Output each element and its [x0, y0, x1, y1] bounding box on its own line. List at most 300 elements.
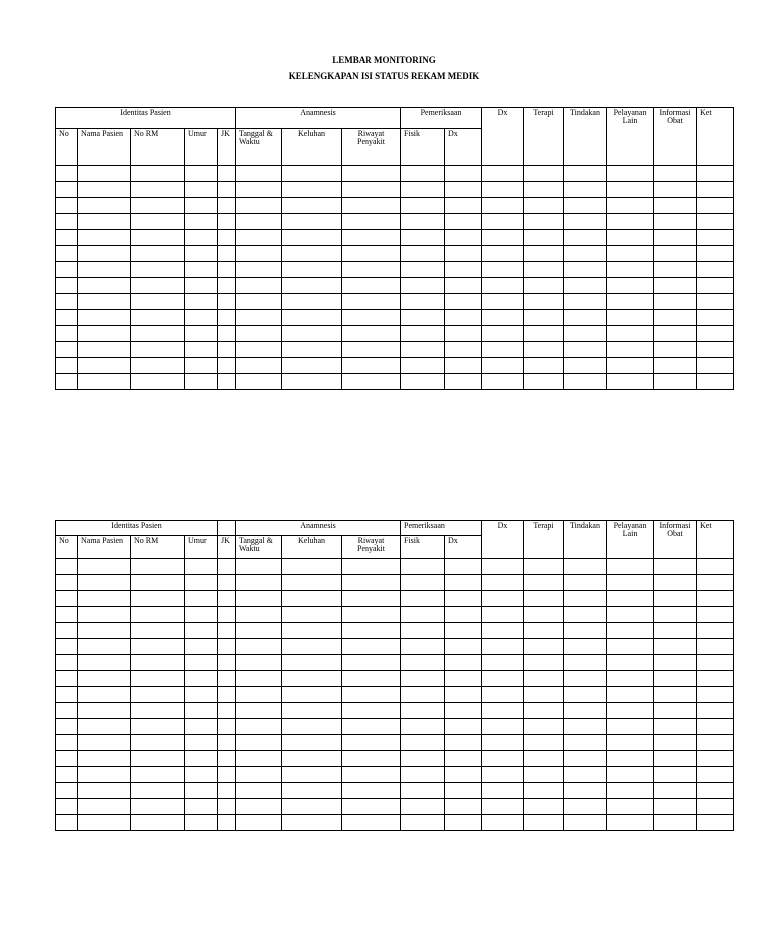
empty-cell	[236, 230, 282, 246]
header-anamnesis: Anamnesis	[236, 521, 401, 536]
empty-cell	[482, 294, 524, 310]
empty-cell	[607, 575, 654, 591]
empty-cell	[401, 294, 445, 310]
empty-cell	[236, 783, 282, 799]
header-pelayanan-lain: Pelayanan Lain	[607, 521, 654, 559]
header-no-rm: No RM	[131, 536, 185, 559]
empty-cell	[282, 342, 342, 358]
empty-cell	[56, 374, 78, 390]
empty-cell	[607, 639, 654, 655]
empty-cell	[56, 246, 78, 262]
empty-cell	[697, 358, 734, 374]
empty-cell	[342, 735, 401, 751]
empty-cell	[236, 575, 282, 591]
empty-cell	[185, 575, 218, 591]
empty-cell	[482, 639, 524, 655]
empty-cell	[607, 278, 654, 294]
empty-cell	[482, 687, 524, 703]
empty-cell	[697, 687, 734, 703]
empty-cell	[131, 575, 185, 591]
empty-cell	[56, 815, 78, 831]
empty-cell	[482, 326, 524, 342]
empty-cell	[401, 262, 445, 278]
empty-cell	[185, 358, 218, 374]
empty-cell	[401, 166, 445, 182]
header-tindakan: Tindakan	[564, 108, 607, 166]
empty-cell	[697, 735, 734, 751]
empty-cell	[78, 166, 131, 182]
empty-cell	[218, 639, 236, 655]
empty-cell	[282, 767, 342, 783]
empty-cell	[482, 214, 524, 230]
empty-cell	[342, 278, 401, 294]
empty-cell	[607, 687, 654, 703]
empty-cell	[564, 575, 607, 591]
header-fisik: Fisik	[401, 129, 445, 166]
empty-cell	[78, 783, 131, 799]
header-dx: Dx	[482, 521, 524, 559]
empty-cell	[282, 591, 342, 607]
empty-cell	[342, 623, 401, 639]
empty-cell	[78, 214, 131, 230]
empty-cell	[131, 607, 185, 623]
empty-cell	[342, 198, 401, 214]
header-nama-pasien: Nama Pasien	[78, 129, 131, 166]
empty-cell	[236, 342, 282, 358]
empty-cell	[185, 230, 218, 246]
header-fisik: Fisik	[401, 536, 445, 559]
form-title: LEMBAR MONITORING	[332, 55, 436, 65]
empty-cell	[697, 799, 734, 815]
empty-cell	[607, 374, 654, 390]
empty-cell	[282, 703, 342, 719]
empty-cell	[342, 374, 401, 390]
header-informasi-obat: Informasi Obat	[654, 108, 697, 166]
empty-cell	[282, 751, 342, 767]
empty-cell	[282, 262, 342, 278]
empty-cell	[218, 559, 236, 575]
empty-cell	[401, 326, 445, 342]
empty-cell	[56, 607, 78, 623]
empty-cell	[564, 735, 607, 751]
empty-cell	[697, 294, 734, 310]
table-row	[56, 607, 734, 623]
empty-cell	[282, 374, 342, 390]
empty-cell	[482, 198, 524, 214]
empty-cell	[564, 230, 607, 246]
empty-cell	[56, 342, 78, 358]
empty-cell	[342, 687, 401, 703]
empty-cell	[607, 559, 654, 575]
empty-cell	[342, 358, 401, 374]
empty-cell	[401, 671, 445, 687]
empty-cell	[564, 719, 607, 735]
empty-cell	[342, 703, 401, 719]
empty-cell	[185, 198, 218, 214]
empty-cell	[56, 278, 78, 294]
empty-cell	[697, 182, 734, 198]
empty-cell	[697, 591, 734, 607]
empty-cell	[445, 559, 482, 575]
empty-cell	[564, 607, 607, 623]
empty-cell	[607, 671, 654, 687]
empty-cell	[564, 310, 607, 326]
empty-cell	[56, 294, 78, 310]
empty-cell	[697, 703, 734, 719]
empty-cell	[131, 294, 185, 310]
table-row	[56, 358, 734, 374]
empty-cell	[342, 262, 401, 278]
empty-cell	[697, 751, 734, 767]
empty-cell	[131, 815, 185, 831]
empty-cell	[56, 591, 78, 607]
table-row	[56, 783, 734, 799]
empty-cell	[282, 166, 342, 182]
empty-cell	[56, 214, 78, 230]
empty-cell	[282, 783, 342, 799]
empty-cell	[482, 703, 524, 719]
empty-cell	[185, 607, 218, 623]
empty-cell	[342, 799, 401, 815]
empty-cell	[401, 374, 445, 390]
empty-cell	[401, 703, 445, 719]
empty-cell	[282, 671, 342, 687]
empty-cell	[236, 639, 282, 655]
empty-cell	[697, 278, 734, 294]
empty-cell	[401, 198, 445, 214]
empty-cell	[185, 342, 218, 358]
empty-cell	[482, 230, 524, 246]
empty-cell	[236, 246, 282, 262]
empty-cell	[607, 214, 654, 230]
empty-cell	[236, 326, 282, 342]
empty-cell	[78, 799, 131, 815]
empty-cell	[524, 326, 564, 342]
empty-cell	[185, 214, 218, 230]
empty-cell	[607, 294, 654, 310]
empty-cell	[218, 326, 236, 342]
header-riwayat-penyakit: Riwayat Penyakit	[342, 129, 401, 166]
empty-cell	[236, 767, 282, 783]
empty-cell	[697, 639, 734, 655]
empty-cell	[185, 783, 218, 799]
empty-cell	[78, 687, 131, 703]
empty-cell	[78, 639, 131, 655]
empty-cell	[56, 751, 78, 767]
header-anamnesis: Anamnesis	[236, 108, 401, 129]
empty-cell	[654, 559, 697, 575]
empty-cell	[342, 751, 401, 767]
empty-cell	[654, 374, 697, 390]
empty-cell	[482, 671, 524, 687]
empty-cell	[131, 751, 185, 767]
empty-cell	[607, 623, 654, 639]
empty-cell	[654, 687, 697, 703]
empty-cell	[56, 671, 78, 687]
empty-cell	[185, 591, 218, 607]
empty-cell	[56, 230, 78, 246]
empty-cell	[56, 639, 78, 655]
empty-cell	[654, 166, 697, 182]
empty-cell	[564, 182, 607, 198]
empty-cell	[78, 182, 131, 198]
header-pelayanan-lain: Pelayanan Lain	[607, 108, 654, 166]
table-row	[56, 166, 734, 182]
table-row	[56, 687, 734, 703]
empty-cell	[236, 687, 282, 703]
empty-cell	[185, 623, 218, 639]
empty-cell	[236, 751, 282, 767]
empty-cell	[524, 214, 564, 230]
header-terapi: Terapi	[524, 108, 564, 166]
empty-cell	[697, 671, 734, 687]
empty-cell	[564, 214, 607, 230]
empty-cell	[401, 687, 445, 703]
empty-cell	[131, 214, 185, 230]
empty-cell	[185, 246, 218, 262]
empty-cell	[342, 591, 401, 607]
empty-cell	[607, 198, 654, 214]
empty-cell	[401, 767, 445, 783]
empty-cell	[282, 815, 342, 831]
empty-cell	[282, 719, 342, 735]
empty-cell	[56, 767, 78, 783]
empty-cell	[697, 575, 734, 591]
empty-cell	[218, 214, 236, 230]
empty-cell	[282, 326, 342, 342]
empty-cell	[218, 198, 236, 214]
empty-cell	[654, 294, 697, 310]
table-row	[56, 214, 734, 230]
empty-cell	[654, 182, 697, 198]
header-dx-pemeriksaan: Dx	[445, 536, 482, 559]
empty-cell	[78, 719, 131, 735]
empty-cell	[482, 719, 524, 735]
empty-cell	[236, 815, 282, 831]
header-tindakan: Tindakan	[564, 521, 607, 559]
empty-cell	[564, 358, 607, 374]
empty-cell	[131, 591, 185, 607]
empty-cell	[564, 751, 607, 767]
empty-cell	[654, 591, 697, 607]
empty-cell	[236, 799, 282, 815]
empty-cell	[524, 310, 564, 326]
empty-cell	[131, 783, 185, 799]
empty-cell	[654, 310, 697, 326]
empty-cell	[185, 294, 218, 310]
empty-cell	[524, 703, 564, 719]
empty-cell	[236, 198, 282, 214]
table-row	[56, 559, 734, 575]
empty-cell	[218, 671, 236, 687]
empty-cell	[607, 342, 654, 358]
empty-cell	[697, 655, 734, 671]
empty-cell	[218, 278, 236, 294]
empty-cell	[607, 783, 654, 799]
empty-cell	[607, 358, 654, 374]
empty-cell	[697, 607, 734, 623]
empty-cell	[282, 655, 342, 671]
empty-cell	[401, 799, 445, 815]
empty-cell	[445, 358, 482, 374]
empty-cell	[564, 639, 607, 655]
empty-cell	[607, 767, 654, 783]
empty-cell	[185, 799, 218, 815]
empty-cell	[524, 278, 564, 294]
empty-cell	[482, 575, 524, 591]
empty-cell	[56, 182, 78, 198]
empty-cell	[607, 751, 654, 767]
header-identitas-pasien: Identitas Pasien	[56, 108, 236, 129]
empty-cell	[445, 671, 482, 687]
header-ket: Ket	[697, 521, 734, 559]
empty-cell	[185, 639, 218, 655]
empty-cell	[282, 294, 342, 310]
table-row	[56, 799, 734, 815]
empty-cell	[342, 607, 401, 623]
empty-cell	[445, 783, 482, 799]
empty-cell	[445, 230, 482, 246]
empty-cell	[445, 655, 482, 671]
empty-cell	[78, 358, 131, 374]
empty-cell	[564, 198, 607, 214]
empty-cell	[445, 687, 482, 703]
empty-cell	[445, 246, 482, 262]
empty-cell	[564, 294, 607, 310]
empty-cell	[218, 735, 236, 751]
empty-cell	[185, 703, 218, 719]
empty-cell	[401, 623, 445, 639]
empty-cell	[131, 374, 185, 390]
empty-cell	[482, 767, 524, 783]
empty-cell	[131, 198, 185, 214]
table-row	[56, 655, 734, 671]
empty-cell	[56, 326, 78, 342]
empty-cell	[607, 326, 654, 342]
empty-cell	[524, 294, 564, 310]
empty-cell	[342, 783, 401, 799]
empty-cell	[401, 751, 445, 767]
table-row	[56, 310, 734, 326]
empty-cell	[236, 278, 282, 294]
empty-cell	[654, 607, 697, 623]
table-row	[56, 591, 734, 607]
empty-cell	[78, 246, 131, 262]
empty-cell	[218, 358, 236, 374]
table-row	[56, 639, 734, 655]
empty-cell	[131, 703, 185, 719]
table-row	[56, 342, 734, 358]
empty-cell	[131, 735, 185, 751]
empty-cell	[218, 166, 236, 182]
empty-cell	[342, 655, 401, 671]
empty-cell	[401, 639, 445, 655]
empty-cell	[524, 655, 564, 671]
empty-cell	[524, 358, 564, 374]
empty-cell	[131, 623, 185, 639]
header-dx-pemeriksaan: Dx	[445, 129, 482, 166]
empty-cell	[564, 671, 607, 687]
empty-cell	[401, 246, 445, 262]
empty-cell	[654, 342, 697, 358]
empty-cell	[564, 278, 607, 294]
empty-cell	[218, 182, 236, 198]
empty-cell	[185, 735, 218, 751]
empty-cell	[131, 655, 185, 671]
empty-cell	[401, 310, 445, 326]
empty-cell	[654, 358, 697, 374]
empty-cell	[445, 342, 482, 358]
empty-cell	[445, 326, 482, 342]
empty-cell	[56, 655, 78, 671]
empty-cell	[524, 607, 564, 623]
empty-cell	[654, 671, 697, 687]
header-pemeriksaan: Pemeriksaan	[401, 521, 482, 536]
empty-cell	[564, 799, 607, 815]
empty-cell	[342, 719, 401, 735]
empty-cell	[56, 783, 78, 799]
empty-cell	[78, 326, 131, 342]
empty-cell	[401, 607, 445, 623]
empty-cell	[78, 342, 131, 358]
empty-cell	[342, 230, 401, 246]
empty-cell	[236, 559, 282, 575]
empty-cell	[524, 735, 564, 751]
header-dx: Dx	[482, 108, 524, 166]
empty-cell	[185, 182, 218, 198]
header-nama-pasien: Nama Pasien	[78, 536, 131, 559]
empty-cell	[445, 166, 482, 182]
empty-cell	[401, 358, 445, 374]
empty-cell	[697, 166, 734, 182]
empty-cell	[56, 198, 78, 214]
empty-cell	[482, 591, 524, 607]
empty-cell	[236, 703, 282, 719]
empty-cell	[654, 735, 697, 751]
empty-cell	[131, 767, 185, 783]
empty-cell	[131, 246, 185, 262]
empty-cell	[654, 575, 697, 591]
empty-cell	[131, 278, 185, 294]
empty-cell	[524, 751, 564, 767]
empty-cell	[697, 214, 734, 230]
empty-cell	[564, 374, 607, 390]
empty-cell	[445, 735, 482, 751]
empty-cell	[607, 719, 654, 735]
table-row	[56, 278, 734, 294]
empty-cell	[524, 575, 564, 591]
empty-cell	[78, 735, 131, 751]
empty-cell	[607, 262, 654, 278]
empty-cell	[697, 198, 734, 214]
empty-cell	[524, 198, 564, 214]
empty-cell	[236, 358, 282, 374]
empty-cell	[131, 326, 185, 342]
empty-cell	[607, 166, 654, 182]
empty-cell	[342, 310, 401, 326]
empty-cell	[56, 687, 78, 703]
header-terapi: Terapi	[524, 521, 564, 559]
empty-cell	[185, 815, 218, 831]
header-tanggal-waktu: Tanggal & Waktu	[236, 536, 282, 559]
header-jk: JK	[218, 536, 236, 559]
empty-cell	[697, 230, 734, 246]
empty-cell	[697, 719, 734, 735]
empty-cell	[524, 767, 564, 783]
empty-cell	[236, 623, 282, 639]
empty-cell	[482, 278, 524, 294]
empty-cell	[282, 575, 342, 591]
